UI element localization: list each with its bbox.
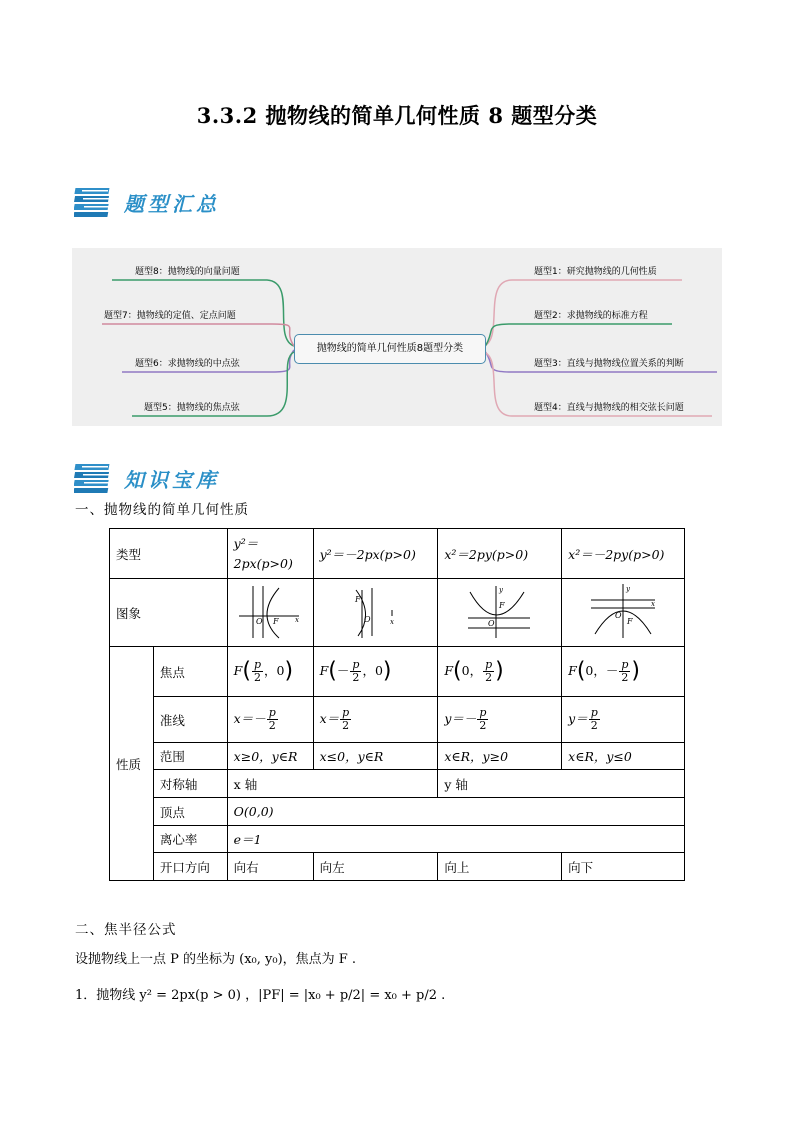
range-cell: x≥0，y∈R bbox=[227, 743, 313, 770]
axis-cell-x: x 轴 bbox=[227, 770, 438, 798]
type-label: 类型 bbox=[110, 529, 228, 579]
type-cell: x²＝2py(p>0) bbox=[438, 529, 562, 579]
open-cell: 向下 bbox=[562, 853, 685, 881]
focus-cell: F(－ $\frac{p}{2}$ ，0) bbox=[313, 647, 438, 697]
section-label-summary: 题型汇总 bbox=[124, 191, 220, 216]
origin-letter: O bbox=[487, 619, 495, 628]
axis-x-letter: x bbox=[651, 600, 656, 608]
range-cell: x≤0，y∈R bbox=[313, 743, 438, 770]
paragraph-point-p: 设抛物线上一点 P 的坐标为 (x₀, y₀)，焦点为 F . bbox=[75, 952, 357, 967]
graph-up bbox=[438, 579, 562, 647]
fraction-den: 2 bbox=[479, 719, 487, 732]
axis-x-letter: x bbox=[295, 616, 300, 624]
fraction bbox=[589, 707, 600, 732]
parabola-right-graph bbox=[235, 582, 305, 640]
properties-table bbox=[109, 528, 685, 881]
ecc-label: 离心率 bbox=[153, 826, 227, 853]
fraction-num: p bbox=[590, 706, 598, 719]
table-row-type bbox=[110, 529, 685, 579]
directrix-eq: y＝ bbox=[568, 711, 588, 726]
mindmap-node-4: 题型4：直线与抛物线的相交弦长问题 bbox=[534, 403, 684, 413]
fraction bbox=[619, 659, 630, 684]
open-cell: 向右 bbox=[227, 853, 313, 881]
mindmap-node-5: 题型5：抛物线的焦点弦 bbox=[144, 403, 240, 413]
focus-rest: 0， bbox=[461, 663, 483, 678]
table-row-vertex bbox=[110, 798, 685, 826]
focus-sign: － bbox=[336, 663, 350, 678]
parabola-down-graph bbox=[583, 582, 663, 640]
directrix-eq: x＝－ bbox=[233, 711, 266, 726]
axis-label: 对称轴 bbox=[153, 770, 227, 798]
section-header-summary bbox=[74, 184, 220, 220]
table-row-axis bbox=[110, 770, 685, 798]
axis-cell-y: y 轴 bbox=[438, 770, 685, 798]
fraction bbox=[252, 659, 263, 684]
focus-rest: ，0 bbox=[362, 663, 383, 678]
table-row-opening bbox=[110, 853, 685, 881]
book-stack-icon bbox=[74, 185, 114, 219]
fraction bbox=[350, 659, 361, 684]
mindmap-node-7: 题型7：抛物线的定值、定点问题 bbox=[104, 311, 236, 321]
fraction-num: p bbox=[253, 658, 261, 671]
fraction-num: p bbox=[485, 658, 493, 671]
directrix-label: 准线 bbox=[153, 697, 227, 743]
focus-F: F bbox=[233, 663, 243, 678]
directrix-cell bbox=[438, 697, 562, 743]
vertex-label: 顶点 bbox=[153, 798, 227, 826]
fraction-num: p bbox=[621, 658, 629, 671]
focus-cell: F(0， $\frac{p}{2}$ ) bbox=[438, 647, 562, 697]
type-cell: y²＝2px(p>0) bbox=[227, 529, 313, 579]
heading-properties: 一、抛物线的简单几何性质 bbox=[75, 502, 249, 518]
directrix-cell bbox=[562, 697, 685, 743]
fraction-den: 2 bbox=[621, 671, 629, 684]
type-cell: y²＝－2px(p>0) bbox=[313, 529, 438, 579]
focus-letter: F bbox=[355, 595, 362, 604]
image-label: 图象 bbox=[110, 579, 228, 647]
mindmap bbox=[72, 248, 722, 426]
ecc-cell: e＝1 bbox=[227, 826, 684, 853]
axis-y-letter: y bbox=[626, 585, 631, 593]
table-row-image bbox=[110, 579, 685, 647]
origin-letter: O bbox=[256, 617, 263, 626]
prop-label: 性质 bbox=[110, 647, 154, 881]
table-row-focus bbox=[110, 647, 685, 697]
focus-letter: F bbox=[498, 601, 505, 610]
range-cell: x∈R，y≥0 bbox=[438, 743, 562, 770]
vertex-cell: O(0,0) bbox=[227, 798, 684, 826]
open-label: 开口方向 bbox=[153, 853, 227, 881]
focus-label: 焦点 bbox=[153, 647, 227, 697]
focus-rest: 0，－ bbox=[585, 663, 619, 678]
directrix-eq: x＝ bbox=[319, 711, 340, 726]
directrix-cell bbox=[313, 697, 438, 743]
graph-down bbox=[562, 579, 685, 647]
fraction bbox=[477, 707, 488, 732]
fraction-den: 2 bbox=[352, 671, 360, 684]
fraction bbox=[483, 659, 494, 684]
directrix-cell bbox=[227, 697, 313, 743]
origin-letter: O bbox=[615, 611, 622, 620]
type-cell: x²＝－2py(p>0) bbox=[562, 529, 685, 579]
fraction-den: 2 bbox=[590, 719, 598, 732]
mindmap-node-8: 题型8：抛物线的向量问题 bbox=[135, 267, 240, 277]
mindmap-node-2: 题型2：求抛物线的标准方程 bbox=[534, 311, 648, 321]
fraction-num: p bbox=[352, 658, 360, 671]
focus-cell: F(0，－ $\frac{p}{2}$ ) bbox=[562, 647, 685, 697]
directrix-eq: y＝－ bbox=[444, 711, 477, 726]
mindmap-node-1: 题型1：研究抛物线的几何性质 bbox=[534, 267, 657, 277]
book-stack-icon bbox=[74, 461, 114, 495]
fraction bbox=[340, 707, 351, 732]
graph-left bbox=[313, 579, 438, 647]
mindmap-center: 抛物线的简单几何性质8题型分类 bbox=[294, 334, 486, 364]
table-row-directrix bbox=[110, 697, 685, 743]
focus-letter: F bbox=[627, 617, 633, 626]
fraction-den: 2 bbox=[485, 671, 493, 684]
mindmap-node-6: 题型6：求抛物线的中点弦 bbox=[135, 359, 240, 369]
table-row-range bbox=[110, 743, 685, 770]
axis-y-letter: y bbox=[498, 586, 503, 594]
origin-letter: O bbox=[364, 615, 372, 624]
fraction-den: 2 bbox=[342, 719, 350, 732]
graph-right bbox=[227, 579, 313, 647]
axis-x-letter: x bbox=[390, 618, 395, 626]
fraction-den: 2 bbox=[253, 671, 261, 684]
open-cell: 向上 bbox=[438, 853, 562, 881]
page-title: 3.3.2 抛物线的简单几何性质 8 题型分类 bbox=[196, 103, 598, 128]
section-label-knowledge: 知识宝库 bbox=[124, 467, 220, 492]
table-row-eccentricity bbox=[110, 826, 685, 853]
fraction-num: p bbox=[479, 706, 487, 719]
fraction-den: 2 bbox=[268, 719, 276, 732]
focus-letter: F bbox=[273, 617, 279, 626]
focus-cell: F( $\frac{p}{2}$ ，0) bbox=[227, 647, 313, 697]
open-cell: 向左 bbox=[313, 853, 438, 881]
fraction-num: p bbox=[268, 706, 276, 719]
focus-F: F bbox=[444, 663, 454, 678]
fraction bbox=[267, 707, 278, 732]
focus-F: F bbox=[568, 663, 577, 678]
range-label: 范围 bbox=[153, 743, 227, 770]
range-cell: x∈R，y≤0 bbox=[562, 743, 685, 770]
mindmap-node-3: 题型3：直线与抛物线位置关系的判断 bbox=[534, 359, 684, 369]
parabola-left-graph bbox=[340, 582, 410, 640]
heading-focal-radius: 二、焦半径公式 bbox=[75, 922, 177, 938]
section-header-knowledge bbox=[74, 460, 220, 496]
parabola-up-graph bbox=[460, 582, 540, 640]
fraction-num: p bbox=[342, 706, 350, 719]
focus-F: F bbox=[319, 663, 329, 678]
focus-rest: ，0 bbox=[264, 663, 285, 678]
paragraph-formula-1: 1．抛物线 y² = 2px(p > 0) ，|PF| = |x₀ + p/2| = x₀ + p/2 . bbox=[75, 988, 446, 1003]
